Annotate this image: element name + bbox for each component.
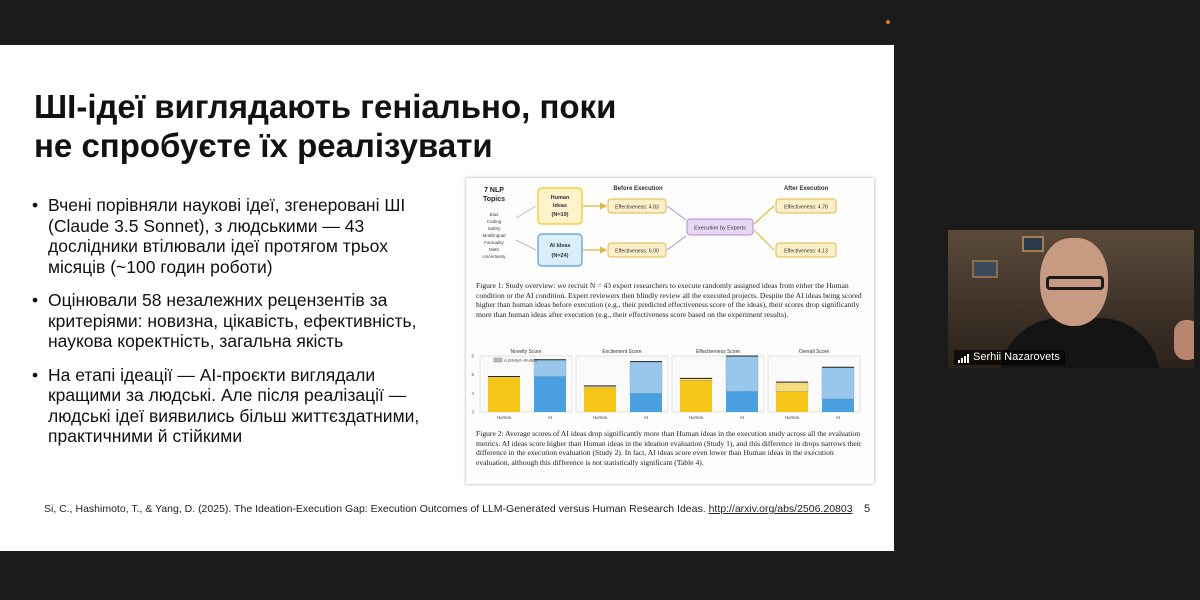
bullet-icon: •	[32, 364, 39, 385]
topics-title-2: Topics	[482, 196, 506, 203]
paper-figure-image	[466, 178, 874, 484]
x-tick-label: Human	[784, 415, 800, 420]
panel-title: Overall Score	[798, 349, 830, 355]
y-tick-label: 5	[471, 372, 474, 378]
bullet-item	[30, 290, 440, 352]
slide-title-line-2: не спробуєте їх реалізувати	[34, 127, 493, 164]
citation	[44, 503, 853, 515]
x-tick-label: Human	[592, 415, 608, 420]
panel-title: Excitement Score	[602, 349, 642, 355]
bullet-text: На етапі ідеації — AI-проєкти виглядали кращими за людські. Але після реалізації —людські ідеї виявились більш життєздатними, практичними й стійкими	[48, 364, 420, 446]
bar-delta	[822, 367, 854, 399]
bar-delta	[534, 360, 566, 377]
human-box-line-1: Human	[550, 195, 570, 201]
topic-label: Bias	[489, 212, 499, 217]
ai-after-effectiveness: Effectiveness: 4.13	[784, 248, 828, 255]
recording-indicator-icon	[886, 20, 890, 24]
wall-picture	[1022, 236, 1044, 252]
topic-list	[482, 212, 506, 259]
x-tick-label: AI	[547, 415, 553, 420]
bar-study2	[488, 377, 520, 412]
legend-swatch	[494, 358, 502, 362]
execution-label: Execution by Experts	[694, 225, 746, 232]
bullet-text: Оцінювали 58 незалежних рецензентів за критеріями: новизна, цікавість, ефективність, наукова коректність, загальна якість	[48, 290, 417, 351]
bottom-bar	[0, 551, 1200, 600]
after-execution-label: After Execution	[783, 186, 829, 192]
bar-delta	[630, 362, 662, 394]
topic-label: Coding	[486, 219, 502, 224]
bullet-item	[30, 195, 440, 277]
bar-study2	[630, 393, 662, 412]
bar-study2	[534, 377, 566, 412]
slide-title	[34, 87, 734, 165]
x-tick-label: Human	[496, 415, 512, 420]
panel-title: Novelty Score	[510, 349, 542, 355]
topic-label: Safety	[487, 226, 501, 231]
participant-name: Serhii Nazarovets	[973, 351, 1060, 363]
y-tick-label: 3	[471, 409, 474, 415]
figure-2-chart	[466, 344, 874, 426]
human-before-effectiveness: Effectiveness: 4.83	[615, 204, 659, 211]
bullet-item	[30, 365, 440, 447]
citation-text: Si, C., Hashimoto, T., & Yang, D. (2025). The Ideation-Execution Gap: Execution Outcomes of LLM-Generated versus Human Research Ideas.	[44, 503, 706, 515]
human-box-line-3: (N=19)	[551, 212, 569, 218]
ai-box-line-2: (N=24)	[551, 253, 569, 259]
presentation-slide	[0, 45, 894, 551]
participant-glasses	[1046, 276, 1104, 290]
before-execution-label: Before Execution	[613, 186, 663, 192]
bullet-icon: •	[32, 195, 39, 215]
bullet-list	[30, 195, 440, 460]
topic-label: Factuality	[484, 240, 504, 245]
x-tick-label: AI	[643, 415, 649, 420]
ai-before-effectiveness: Effectiveness: 6.00	[615, 248, 659, 255]
signal-strength-icon	[958, 353, 969, 363]
human-after-effectiveness: Effectiveness: 4.78	[784, 204, 828, 211]
bar-delta	[726, 356, 758, 391]
bullet-text: Вчені порівняли наукові ідеї, згенеровані ШІ (Claude 3.5 Sonnet), з людськими — 43 дослідники втілювали ідеї протягом трьох місяців (~100 годин роботи)	[48, 195, 406, 277]
x-tick-label: AI	[739, 415, 745, 420]
y-tick-label: 6	[471, 353, 474, 359]
ai-ideas-box	[538, 234, 582, 266]
bar-study2	[776, 391, 808, 412]
panel-title: Effectiveness Score	[695, 349, 741, 355]
x-tick-label: AI	[835, 415, 841, 420]
slide-page-number: 5	[864, 503, 871, 515]
top-bar	[0, 0, 1200, 16]
ai-box-line-1: AI Ideas	[549, 243, 571, 249]
topic-label: Multilingual	[482, 233, 506, 238]
legend-label: Δ (Study2−Study1)	[504, 357, 538, 363]
wall-picture	[972, 260, 998, 278]
figure-1-caption: Figure 1: Study overview: we recruit N = 43 expert researchers to execute randomly assigned ideas from either the Human condition or the AI condition. Expert reviewers then blindly review all the executed projects. Despite the AI ideas being scored higher than human ideas before execution (e.g., their predicted effectiveness score of the ideas), their scores drop significantly more than human ideas after execution (e.g., their effectiveness score based on the experiment results).	[476, 281, 862, 319]
x-tick-label: Human	[688, 415, 704, 420]
participant-name-tag	[954, 350, 1065, 365]
bar-study2	[726, 391, 758, 412]
y-tick-label: 4	[471, 390, 474, 396]
topic-label: Uncertainty	[482, 254, 506, 259]
human-box-line-2: Ideas	[552, 203, 568, 209]
topics-title-1: 7 NLP	[484, 187, 504, 194]
bar-study2	[680, 380, 712, 412]
participant-video-tile[interactable]	[948, 230, 1194, 368]
slide-title-line-1: ШІ-ідеї виглядають геніально, поки	[34, 88, 617, 125]
bullet-icon: •	[32, 290, 39, 310]
bar-study2	[584, 388, 616, 412]
bar-delta	[776, 382, 808, 391]
figure-2-caption: Figure 2: Average scores of AI ideas drop significantly more than Human ideas in the execution study across all the evaluation metrics. AI ideas score higher than Human ideas in the ideation evaluation (Study 1), and this difference in drops narrows their difference in the execution evaluation (Study 2). In fact, AI ideas score even lower than Human ideas in the execution evaluation, although this difference is not statistically significant (Table 4).	[476, 429, 862, 467]
participant-hand	[1174, 320, 1194, 360]
bar-study2	[822, 399, 854, 412]
figure-1-diagram	[466, 178, 874, 278]
citation-link[interactable]: http://arxiv.org/abs/2506.20803	[708, 503, 853, 515]
topic-label: Math	[488, 247, 500, 252]
